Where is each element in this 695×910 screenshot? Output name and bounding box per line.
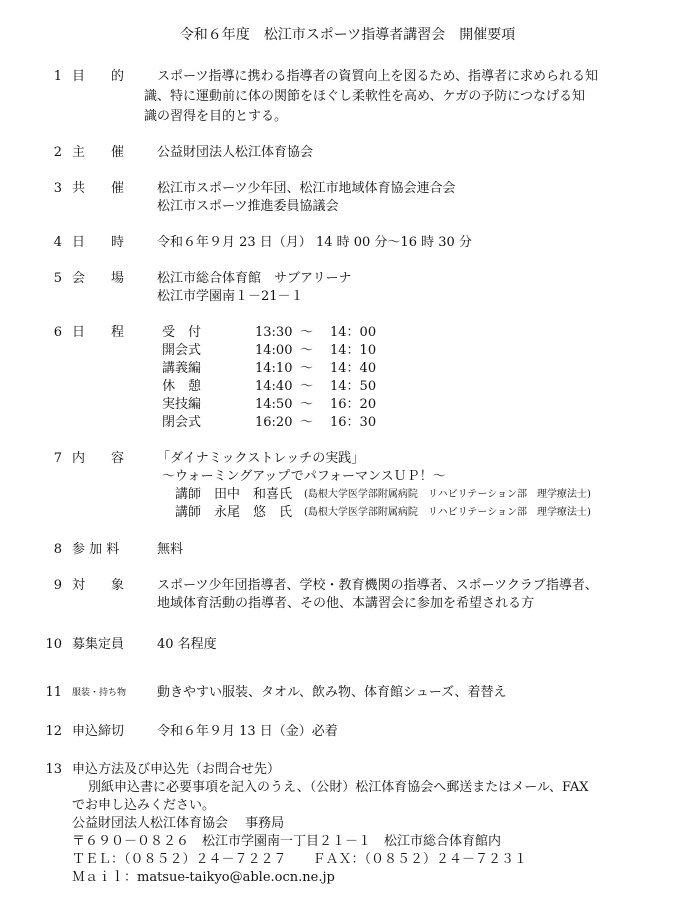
schedule-start: 14:10 [255,361,293,376]
apply-phone-fax: ＴＥＬ：（０８５２）２４－７２２７ ＦＡＸ：（０８５２）２４－７２３１ [72,852,528,867]
schedule-start: 14:00 [255,343,293,358]
capacity-text: 40 名程度 [157,637,217,652]
schedule-end: 14：40 [330,361,377,376]
schedule-start: 16:20 [255,415,293,430]
apply-line: でお申し込みください。 [72,798,216,813]
item-number: 12 [45,724,62,739]
item-number: 3 [53,181,62,196]
item-label-capacity: 募集定員 [72,637,125,652]
apply-office: 公益財団法人松江体育協会 事務局 [72,816,285,831]
schedule-name: 受 付 [162,325,202,340]
schedule-end: 14：00 [330,325,377,340]
lecturer-role: 講師 [175,487,202,502]
apply-address: 〒６９０－０８２６ 松江市学園南一丁目２１－１ 松江市総合体育館内 [72,834,502,849]
item-label-datetime: 日 時 [72,235,125,250]
venue-name: 松江市総合体育館 サブアリーナ [157,271,352,286]
schedule-name: 実技編 [162,397,202,412]
schedule-end: 14：50 [330,379,377,394]
item-number: 6 [53,325,62,340]
venue-address: 松江市学園南１－21－１ [157,289,304,304]
target-line: 地域体育活動の指導者、その他、本講習会に参加を希望される方 [157,596,535,611]
schedule-sep: ～ [300,397,314,412]
schedule-end: 14：10 [330,343,377,358]
item-number: 7 [53,451,62,466]
item-label-belongings: 服装・持ち物 [72,688,127,698]
lecturer-role: 講師 [175,505,202,520]
schedule-name: 休 憩 [162,379,202,394]
schedule-sep: ～ [300,379,314,394]
item-number: 10 [45,637,62,652]
lecturer-affiliation: (島根大学医学部附属病院 リハビリテーション部 理学療法士) [304,507,591,518]
item-label-organizer: 主 催 [72,145,125,160]
item-label-content: 内 容 [72,451,125,466]
lecturer-name: 田中 和喜氏 [214,487,293,502]
item-number: 2 [53,145,62,160]
belongings-text: 動きやすい服装、タオル、飲み物、体育館シューズ、着替え [157,685,507,700]
item-number: 11 [45,685,62,700]
schedule-sep: ～ [300,415,314,430]
item-label-apply: 申込方法及び申込先（お問合せ先） [72,762,281,777]
item-number: 8 [53,542,62,557]
lecturer-name: 永尾 悠 氏 [214,505,293,520]
lecturer-affiliation: (島根大学医学部附属病院 リハビリテーション部 理学療法士) [304,489,591,500]
apply-line: 別紙申込書に必要事項を記入のうえ、（公財）松江体育協会へ郵送またはメール、FAX [88,780,589,795]
datetime-text: 令和６年９月 23 日（月） 14 時 00 分～16 時 30 分 [157,235,472,250]
apply-mail: Ｍａｉｌ：matsue-taikyo@able.ocn.ne.jp [72,870,335,885]
page-title: 令和６年度 松江市スポーツ指導者講習会 開催要項 [179,27,516,43]
schedule-start: 13:30 [255,325,293,340]
item-label-deadline: 申込締切 [72,724,125,739]
item-label-cosponsor: 共 催 [72,181,125,196]
item-label-venue: 会 場 [72,271,125,286]
content-subtitle: ～ウォーミングアップでパフォーマンスＵＰ！～ [162,469,446,484]
deadline-text: 令和６年９月 13 日（金）必着 [157,724,338,739]
item-number: 13 [45,762,62,777]
item-label-fee: 参 加 料 [72,542,120,557]
cosponsor-line: 松江市スポーツ推進委員協議会 [157,199,339,214]
cosponsor-line: 松江市スポーツ少年団、松江市地域体育協会連合会 [157,181,456,196]
item-number: 4 [53,235,62,250]
schedule-name: 講義編 [162,361,202,376]
schedule-sep: ～ [300,325,314,340]
schedule-sep: ～ [300,361,314,376]
target-line: スポーツ少年団指導者、学校・教育機関の指導者、スポーツクラブ指導者、 [157,578,598,593]
fee-text: 無料 [157,542,184,557]
item-number: 5 [53,271,62,286]
item-label-schedule: 日 程 [72,325,125,340]
schedule-name: 閉会式 [162,415,202,430]
schedule-end: 16：20 [330,397,377,412]
schedule-end: 16：30 [330,415,377,430]
purpose-line: 識の習得を目的とする。 [144,109,288,124]
content-title: 「ダイナミックストレッチの実践」 [157,451,365,466]
purpose-line: 識、特に運動前に体の関節をほぐし柔軟性を高め、ケガの予防につなげる知 [144,89,585,104]
schedule-start: 14:50 [255,397,293,412]
item-number: 9 [53,578,62,593]
schedule-name: 開会式 [162,343,202,358]
schedule-sep: ～ [300,343,314,358]
item-number: 1 [53,69,62,84]
schedule-start: 14:40 [255,379,293,394]
item-label-purpose: 目 的 [72,69,125,84]
purpose-line: スポーツ指導に携わる指導者の資質向上を図るため、指導者に求められる知 [157,69,598,84]
item-label-target: 対 象 [72,578,125,593]
organizer-text: 公益財団法人松江体育協会 [157,145,314,160]
